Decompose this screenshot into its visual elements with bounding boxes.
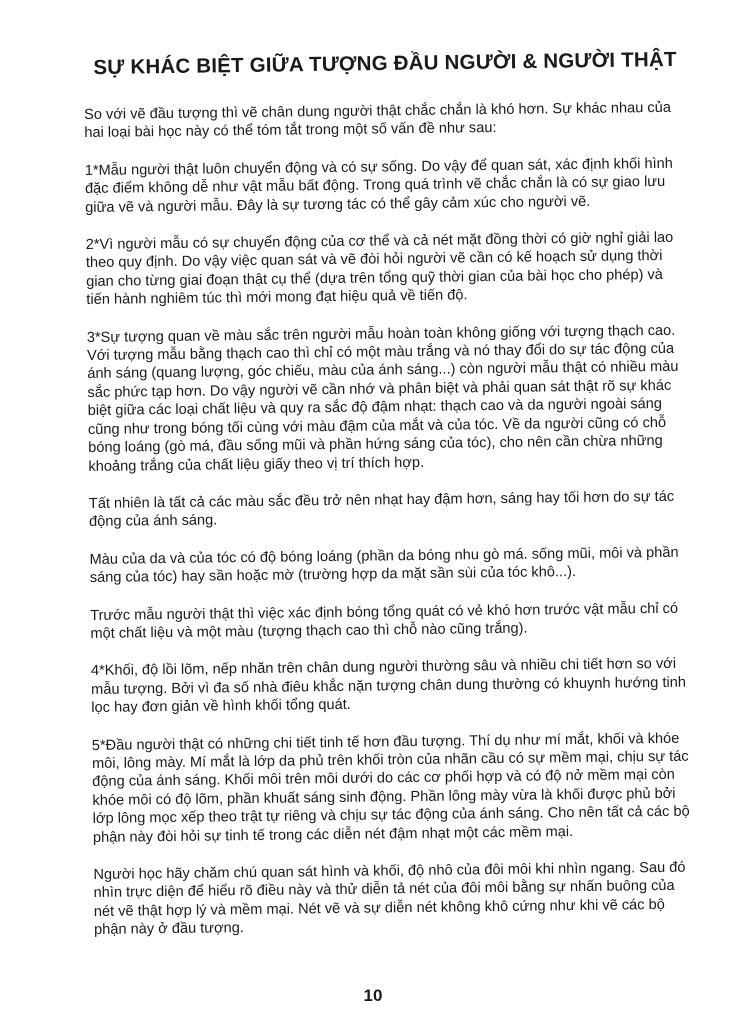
paragraph-point-4: 4*Khối, độ lồi lõm, nếp nhăn trên chân dung người thường sâu và nhiều chi tiết hơn so với mẫu tượng. Bởi vì đa số nhà điêu khắc nặn tượng chân dung thường có khuynh hướng tinh lọc hay đơn giản về hình khối tổng quát. <box>90 656 687 717</box>
paragraph-overall-shadow: Trước mẫu người thật thì việc xác định bóng tổng quát có vẻ khó hơn trước vật mẫu chỉ có một chất liệu và một màu (tượng thạch cao thì chỗ nào cũng trắng). <box>90 600 679 642</box>
page-title: SỰ KHÁC BIỆT GIỮA TƯỢNG ĐẦU NGƯỜI & NGƯỜI THẬT <box>93 47 677 80</box>
paragraph-point-1: 1*Mẫu người thật luôn chuyển động và có sự sống. Do vậy để quan sát, xác định khối hình đặc điểm không dễ như vật mẫu bất động. Trong quá trình vẽ chắc chắn là có sự giao lưu giữa vẽ và người mẫu. Đây là sự tương tác có thể gây cảm xúc cho người vẽ. <box>84 155 673 216</box>
paragraph-intro: So với vẽ đầu tượng thì vẽ chân dung người thật chắc chắn là khó hơn. Sự khác nhau của hai loại bài học này có thể tóm tắt trong một số vấn đề như sau: <box>84 99 672 142</box>
paragraph-conclusion: Người học hãy chăm chú quan sát hình và khối, độ nhô của đôi môi khi nhìn ngang. Sau đó nhìn trực diện để hiểu rõ điều này và thử diễn tả nét của đôi môi bằng sự nhấn buông của nét vẽ thật hợp lý và mềm mại. Nét vẽ và sự diễn nét không khô cứng như khi vẽ các bộ phận này ở đầu tượng. <box>93 859 686 939</box>
page-number: 10 <box>363 986 383 1005</box>
paragraph-point-2: 2*Vì người mẫu có sự chuyển động của cơ thể và cả nét mặt đồng thời có giờ nghỉ giải lao theo quy định. Do vậy việc quan sát và vẽ đòi hỏi người vẽ cần có kế hoạch sử dụng thời gian cho từng giai đoạn thật cụ thể (dựa trên tổng quỹ thời gian của bài học cho phép) và tiến hành nghiêm túc thì mới mong đạt hiệu quả về tiến độ. <box>85 229 674 309</box>
paragraph-skin-hair: Màu của da và của tóc có độ bóng loáng (phần da bóng nhu gò má. sống mũi, môi và phần sáng của tóc) hay sần hoặc mờ (trường hợp da mặt sần sùi của tóc khô...). <box>89 544 679 587</box>
paragraph-light-effect: Tất nhiên là tất cả các màu sắc đều trở nên nhạt hay đậm hơn, sáng hay tối hơn do sự tác động của ánh sáng. <box>88 488 675 531</box>
body-text <box>84 99 696 940</box>
paragraph-point-5: 5*Đầu người thật có những chi tiết tinh tế hơn đầu tượng. Thí dụ như mí mắt, khối và khóe môi, lông mày. Mí mắt là lớp da phủ trên khối tròn của nhãn cầu có sự mềm mại, chịu sự tác động của ánh sáng. Khối môi trên môi dưới do các cơ phối hợp và có độ nở mềm mại còn khóe môi có độ lõm, phần khuất sáng sinh động. Phần lông mày vừa là khối được phủ bởi lớp lông mọc xếp theo trật tự riêng và chịu sự tác động của ánh sáng. Cho nên tất cả các bộ phận này đòi hỏi sự tinh tế trong các diễn nét đậm nhạt một các mềm mại. <box>91 730 690 846</box>
paragraph-point-3: 3*Sự tượng quan về màu sắc trên người mẫu hoàn toàn không giống với tượng thạch cao. Với tượng mẫu bằng thạch cao thì chỉ có một màu trắng và nó thay đổi do sự tác động của ánh sáng (quang lượng, góc chiếu, màu của ánh sáng...) còn người mẫu thật có nhiều màu sắc phức tạp hơn. Do vậy người vẽ cần nhớ và phân biệt và phải quan sát thật rõ sự khác biệt giữa các loại chất liệu và quy ra sắc độ đậm nhạt: thạch cao và da người ngoài sáng cũng như trong bóng tối cùng với màu đậm của mắt và của tóc. Về da người cũng có chỗ bóng loáng (gò má, đầu sống mũi và phần hứng sáng của tóc), cho nên cần chừa những khoảng trắng của chất liệu giấy theo vị trí thích hợp. <box>86 322 679 475</box>
